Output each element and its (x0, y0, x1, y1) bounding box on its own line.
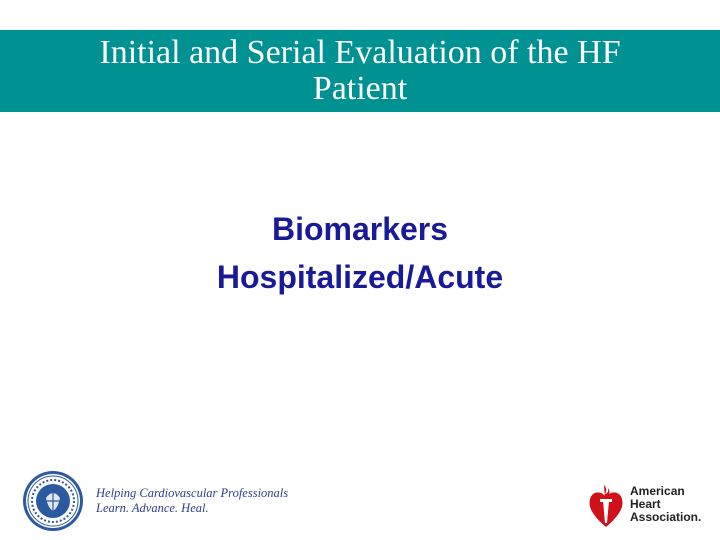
acc-logo-group (22, 470, 288, 532)
slide-title-line-1: Initial and Serial Evaluation of the HF (99, 34, 621, 71)
aha-line-2: Heart (630, 496, 661, 511)
subtitle-hospitalized-acute: Hospitalized/Acute (216, 259, 504, 295)
aha-line-3: Association. (630, 509, 702, 524)
acc-seal-icon (22, 470, 84, 532)
subtitle-block (0, 205, 720, 301)
aha-logo-group (586, 478, 701, 530)
acc-tagline-line-1: Helping Cardiovascular Professionals (96, 486, 289, 500)
aha-heart-torch-icon (586, 479, 626, 529)
aha-wordmark (630, 485, 701, 524)
subtitle-biomarkers: Biomarkers (271, 211, 449, 247)
slide-title-line-2: Patient (312, 70, 408, 107)
title-bar (0, 30, 720, 112)
acc-tagline-line-2: Learn. Advance. Heal. (96, 501, 209, 515)
acc-tagline (96, 486, 288, 516)
aha-line-1: American (630, 483, 685, 498)
